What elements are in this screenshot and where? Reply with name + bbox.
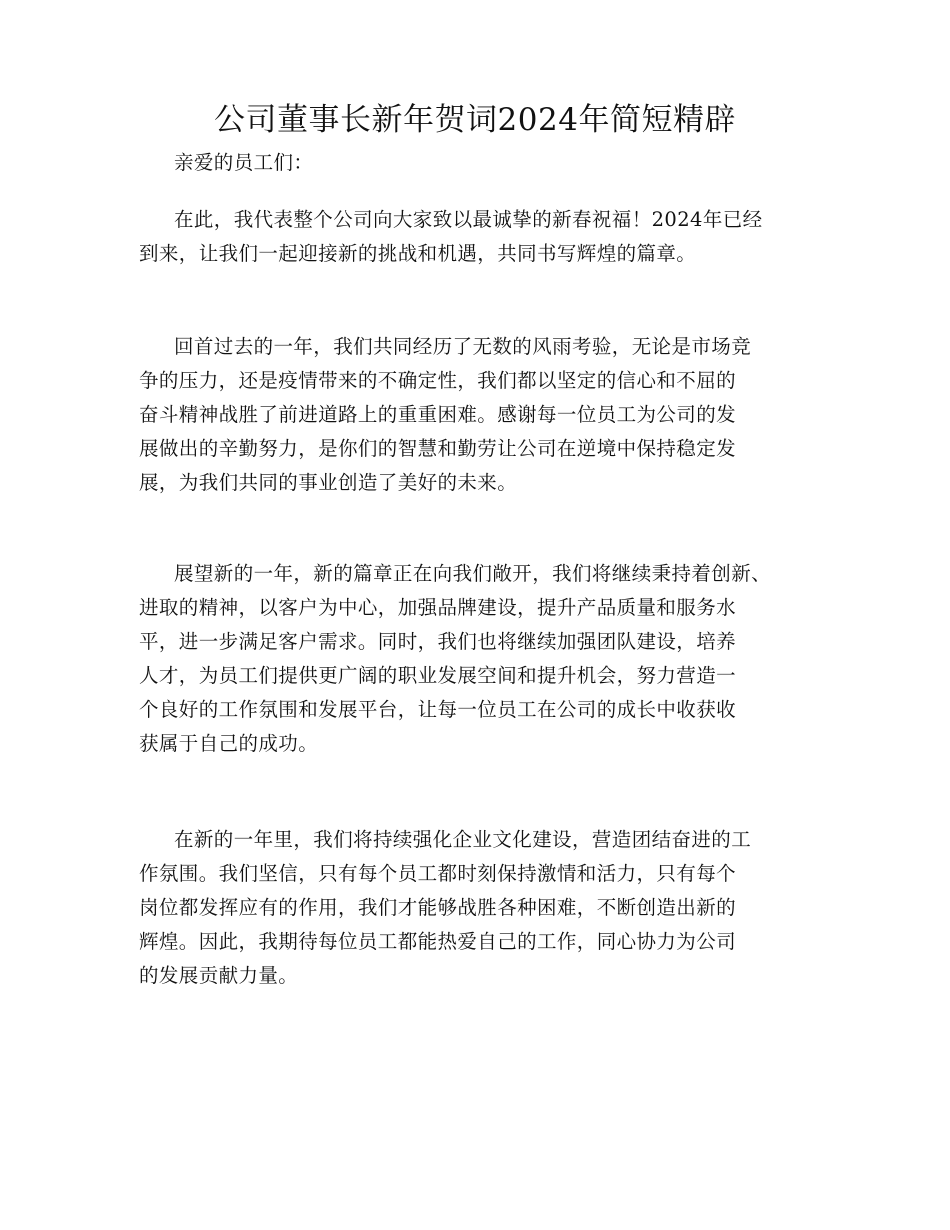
document-title: 公司董事长新年贺词2024年简短精辟 xyxy=(214,102,736,138)
paragraph-line: 在新的一年里，我们将持续强化企业文化建设，营造团结奋进的工 xyxy=(174,828,752,851)
paragraph-line: 获属于自己的成功。 xyxy=(139,732,319,755)
paragraph-line: 在此，我代表整个公司向大家致以最诚挚的新春祝福！2024年已经 xyxy=(174,208,763,231)
paragraph-line: 进取的精神，以客户为中心，加强品牌建设，提升产品质量和服务水 xyxy=(139,596,737,619)
paragraph-line: 到来，让我们一起迎接新的挑战和机遇，共同书写辉煌的篇章。 xyxy=(139,242,697,265)
paragraph-line: 作氛围。我们坚信，只有每个员工都时刻保持激情和活力，只有每个 xyxy=(139,862,737,885)
paragraph-line: 奋斗精神战胜了前进道路上的重重困难。感谢每一位员工为公司的发 xyxy=(139,403,737,426)
paragraph-line: 平，进一步满足客户需求。同时，我们也将继续加强团队建设，培养 xyxy=(139,630,737,653)
paragraph-1 xyxy=(139,203,839,271)
paragraph-line: 展望新的一年，新的篇章正在向我们敞开，我们将继续秉持着创新、 xyxy=(174,562,772,585)
paragraph-line: 辉煌。因此，我期待每位员工都能热爱自己的工作，同心协力为公司 xyxy=(139,930,737,953)
paragraph-line: 岗位都发挥应有的作用，我们才能够战胜各种困难，不断创造出新的 xyxy=(139,896,737,919)
paragraph-line: 的发展贡献力量。 xyxy=(139,964,299,987)
paragraph-line: 争的压力，还是疫情带来的不确定性，我们都以坚定的信心和不屈的 xyxy=(139,369,737,392)
paragraph-line: 展，为我们共同的事业创造了美好的未来。 xyxy=(139,471,518,494)
paragraph-4 xyxy=(139,823,839,993)
greeting-paragraph xyxy=(139,146,839,180)
paragraph-line: 人才，为员工们提供更广阔的职业发展空间和提升机会，努力营造一 xyxy=(139,664,737,687)
paragraph-line: 回首过去的一年，我们共同经历了无数的风雨考验，无论是市场竞 xyxy=(174,335,752,358)
paragraph-line: 个良好的工作氛围和发展平台，让每一位员工在公司的成长中收获收 xyxy=(139,698,737,721)
paragraph-2 xyxy=(139,330,839,500)
paragraph-3 xyxy=(139,557,839,761)
paragraph-line: 展做出的辛勤努力，是你们的智慧和勤劳让公司在逆境中保持稳定发 xyxy=(139,437,737,460)
greeting-line: 亲爱的员工们： xyxy=(174,151,314,174)
